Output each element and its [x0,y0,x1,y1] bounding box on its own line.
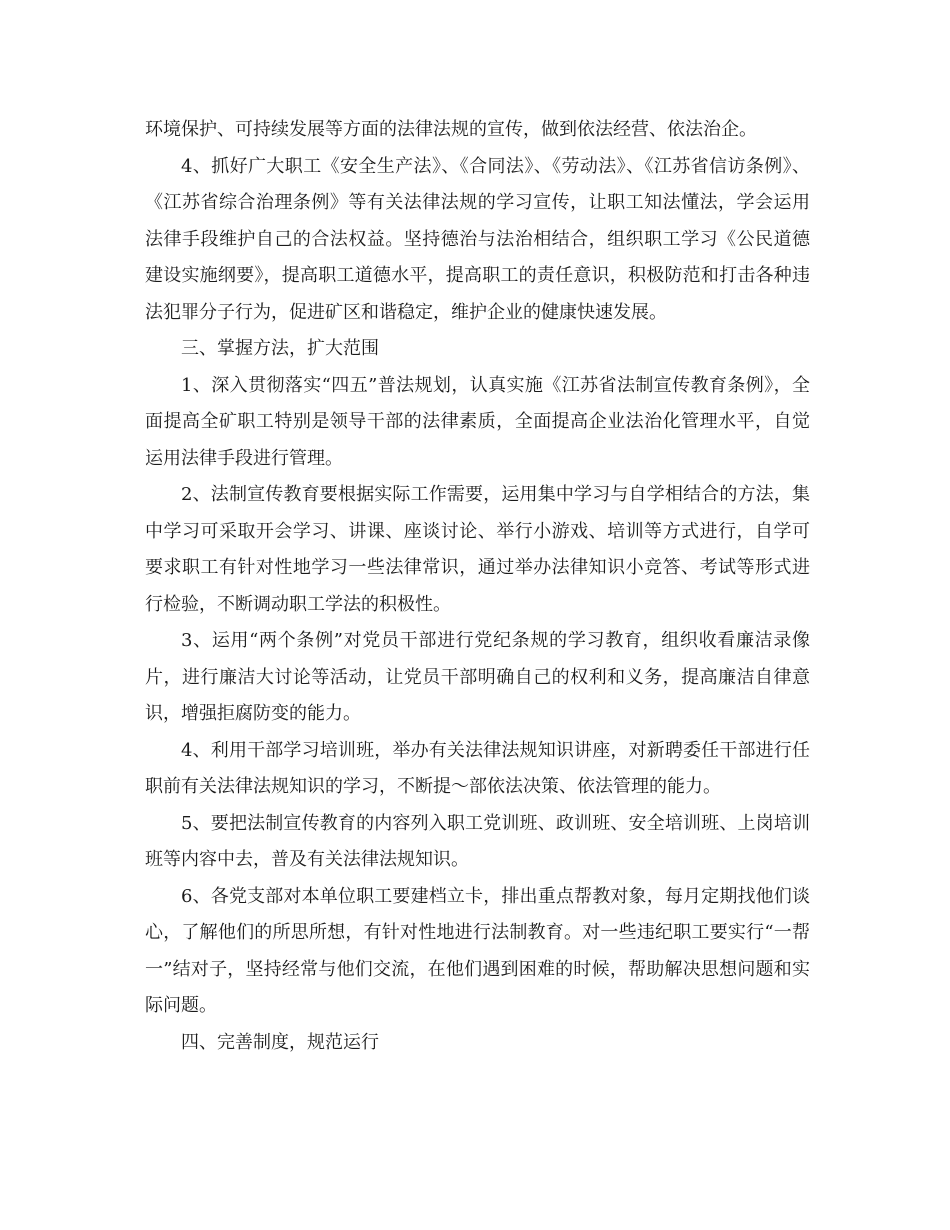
document-body [145,112,810,1061]
paragraph-item-3: 3、运用“两个条例”对党员干部进行党纪条规的学习教育，组织收看廉洁录像片，进行廉洁大讨论等活动，让党员干部明确自己的权利和义务，提高廉洁自律意识，增强拒腐防变的能力。 [145,630,810,724]
paragraph-item-6: 6、各党支部对本单位职工要建档立卡，排出重点帮教对象，每月定期找他们谈心，了解他们的所思所想，有针对性地进行法制教育。对一些违纪职工要实行“一帮一”结对子，坚持经常与他们交流，在他们遇到困难的时候，帮助解决思想问题和实际问题。 [145,885,810,1016]
section-heading-4: 四、完善制度，规范运行 [181,1031,379,1053]
paragraph-environment-tail: 环境保护、可持续发展等方面的法律法规的宣传，做到依法经营、依法治企。 [145,119,757,140]
paragraph-item-4-laws: 4、抓好广大职工《安全生产法》、《合同法》、《劳动法》、《江苏省信访条例》、《江苏省综合治理条例》等有关法律法规的学习宣传，让职工知法懂法，学会运用法律手段维护自己的合法权益。坚持德治与法治相结合，组织职工学习《公民道德建设实施纲要》，提高职工道德水平，提高职工的责任意识，积极防范和打击各种违法犯罪分子行为，促进矿区和谐稳定，维护企业的健康快速发展。 [145,155,810,323]
section-heading-3: 三、掌握方法，扩大范围 [181,338,379,359]
paragraph-item-2: 2、法制宣传教育要根据实际工作需要，运用集中学习与自学相结合的方法，集中学习可采取开会学习、讲课、座谈讨论、举行小游戏、培训等方式进行，自学可要求职工有针对性地学习一些法律常识，通过举办法律知识小竞答、考试等形式进行检验，不断调动职工学法的积极性。 [145,484,810,615]
paragraph-item-4: 4、利用干部学习培训班，举办有关法律法规知识讲座，对新聘委任干部进行任职前有关法律法规知识的学习，不断提～部依法决策、依法管理的能力。 [145,739,810,797]
paragraph-item-1: 1、深入贯彻落实“四五”普法规划，认真实施《江苏省法制宣传教育条例》，全面提高全矿职工特别是领导干部的法律素质，全面提高企业法治化管理水平，自觉运用法律手段进行管理。 [145,374,810,469]
paragraph-item-5: 5、要把法制宣传教育的内容列入职工党训班、政训班、安全培训班、上岗培训班等内容中去，普及有关法律法规知识。 [145,812,810,870]
